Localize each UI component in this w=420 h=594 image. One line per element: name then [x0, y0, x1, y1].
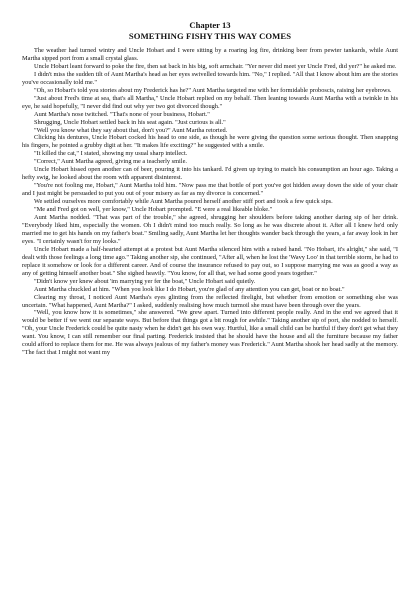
- paragraph: "Well, you know how it is sometimes," she answered. "We grew apart. Turned into different people really. And in the end we agreed that it would be better if we went our separate ways. But before that things got a bit rough for awhile." Taking another sip of port, she nodded to herself. "Oh, your Uncle Frederick could be quite nasty when he didn't get his own way. Hurtful, like a small child can be hurtful if they don't get what they want. You know, I can still remember our final parting. Frederick insisted that he should have the house and all the furniture because my father could afford to replace them for me. He was always jealous of my father's money was Frederick." Aunt Martha shook her head sadly at the memory. "The fact that I might not want my: [22, 309, 398, 357]
- paragraph: "Oh, so Hobart's told you stories about my Frederick has he?" Aunt Martha targeted me with her formidable proboscis, raising her eyebrows.: [34, 86, 392, 94]
- paragraph: Aunt Martha nodded. "That was part of the trouble," she agreed, shrugging her shoulders before taking another daring sip of her drink. "Everybody liked him, especially the women. Oh I didn't mind too much really. So long as he was discrete about it. After all I knew he'd only married me to get his hands on my father's boat." Smiling sadly, Aunt Martha let her thoughts wander back through the years, a far away look in her eyes. "I certainly wasn't for my looks.": [22, 214, 398, 245]
- paragraph: "Correct," Aunt Martha agreed, giving me a teacherly smile.: [34, 158, 187, 166]
- document-page: [22, 20, 398, 590]
- chapter-body: [22, 47, 398, 357]
- paragraph: "It killed the cat," I stated, showing my usual sharp intellect.: [34, 150, 188, 158]
- paragraph: I didn't miss the sudden tilt of Aunt Martha's head as her eyes swivelled towards him. "No," I replied. "All that I know about him are the stories you've occasionally told me.": [22, 70, 398, 86]
- paragraph: Clearing my throat, I noticed Aunt Martha's eyes glinting from the reflected firelight, but whether from emotion or something else was uncertain. "What happened, Aunt Martha?" I asked, suddenly realising how much turmoil she must have been through over the years.: [22, 293, 398, 309]
- paragraph: "Well you know what they say about that, don't you?" Aunt Martha retorted.: [34, 126, 228, 134]
- paragraph: Uncle Hobart hissed open another can of beer, pouring it into his tankard. I'd given up trying to match his consumption an hour ago. Taking a hefty swig, he looked about the room with apparent disinterest.: [22, 166, 398, 182]
- paragraph: Aunt Martha chuckled at him. "When you look like I do Hobart, you're glad of any attention you can get, boat or no boat.": [34, 285, 345, 293]
- paragraph: We settled ourselves more comfortably while Aunt Martha poured herself another stiff port and took a few quick sips.: [34, 198, 333, 206]
- paragraph: Shrugging, Uncle Hobart settled back in his seat again. "Just curious is all.": [34, 118, 226, 126]
- paragraph: "Didn't know yer knew about 'im marrying yer fer the boat," Uncle Hobart said quietly.: [34, 277, 256, 285]
- chapter-title: SOMETHING FISHY THIS WAY COMES: [128, 30, 292, 41]
- paragraph: "You're not fooling me, Hobart," Aunt Martha told him. "Now pass me that bottle of port you've got hidden away down the side of your chair and I just might be persuaded to put you out of your misery as far as my divorce is concerned.": [22, 182, 398, 198]
- paragraph: "Just about Fred's time at sea, that's all Martha," Uncle Hobart replied on my behalf. Then leaning towards Aunt Martha with a twinkle in his eye, he said hopefully, "I never did find out why yer two got divorced though.": [22, 94, 398, 110]
- chapter-number: Chapter 13: [189, 20, 231, 30]
- paragraph: Uncle Hobart made a half-hearted attempt at a protest but Aunt Martha silenced him with a raised hand. "No Hobart, it's alright," she said, "I dealt with those feelings a long time ago." Taking another sip, she continued, "After all, when he lost the 'Wavy Loo' in that terrible storm, he had to replace it somehow or look for a different career. And of course the insurance refused to pay out, so I suppose marrying me was as good a way as any of getting himself another boat." She sighed heavily. "You know, for all that, we had some good years together.": [22, 245, 398, 277]
- paragraph: The weather had turned wintry and Uncle Hobart and I were sitting by a roaring log fire, drinking beer from pewter tankards, while Aunt Martha sipped port from a small crystal glass.: [22, 47, 398, 62]
- paragraph: Uncle Hobart leant forward to poke the fire, then sat back in his big, soft armchair. "Yer never did meet yer Uncle Fred, did yer?" he asked me.: [34, 62, 397, 70]
- paragraph: "Me and Fred got on well, yer know," Uncle Hobart prompted. "E were a real likeable bloke.": [34, 206, 273, 214]
- paragraph: Aunt Martha's nose twitched. "That's none of your business, Hobart.": [34, 110, 210, 118]
- paragraph: Clicking his dentures, Uncle Hobart cocked his head to one side, as though he were giving the question some serious thought. Then snapping his fingers, he pointed a grubby digit at her. "It makes life exciting?" he suggested with a smile.: [22, 134, 398, 150]
